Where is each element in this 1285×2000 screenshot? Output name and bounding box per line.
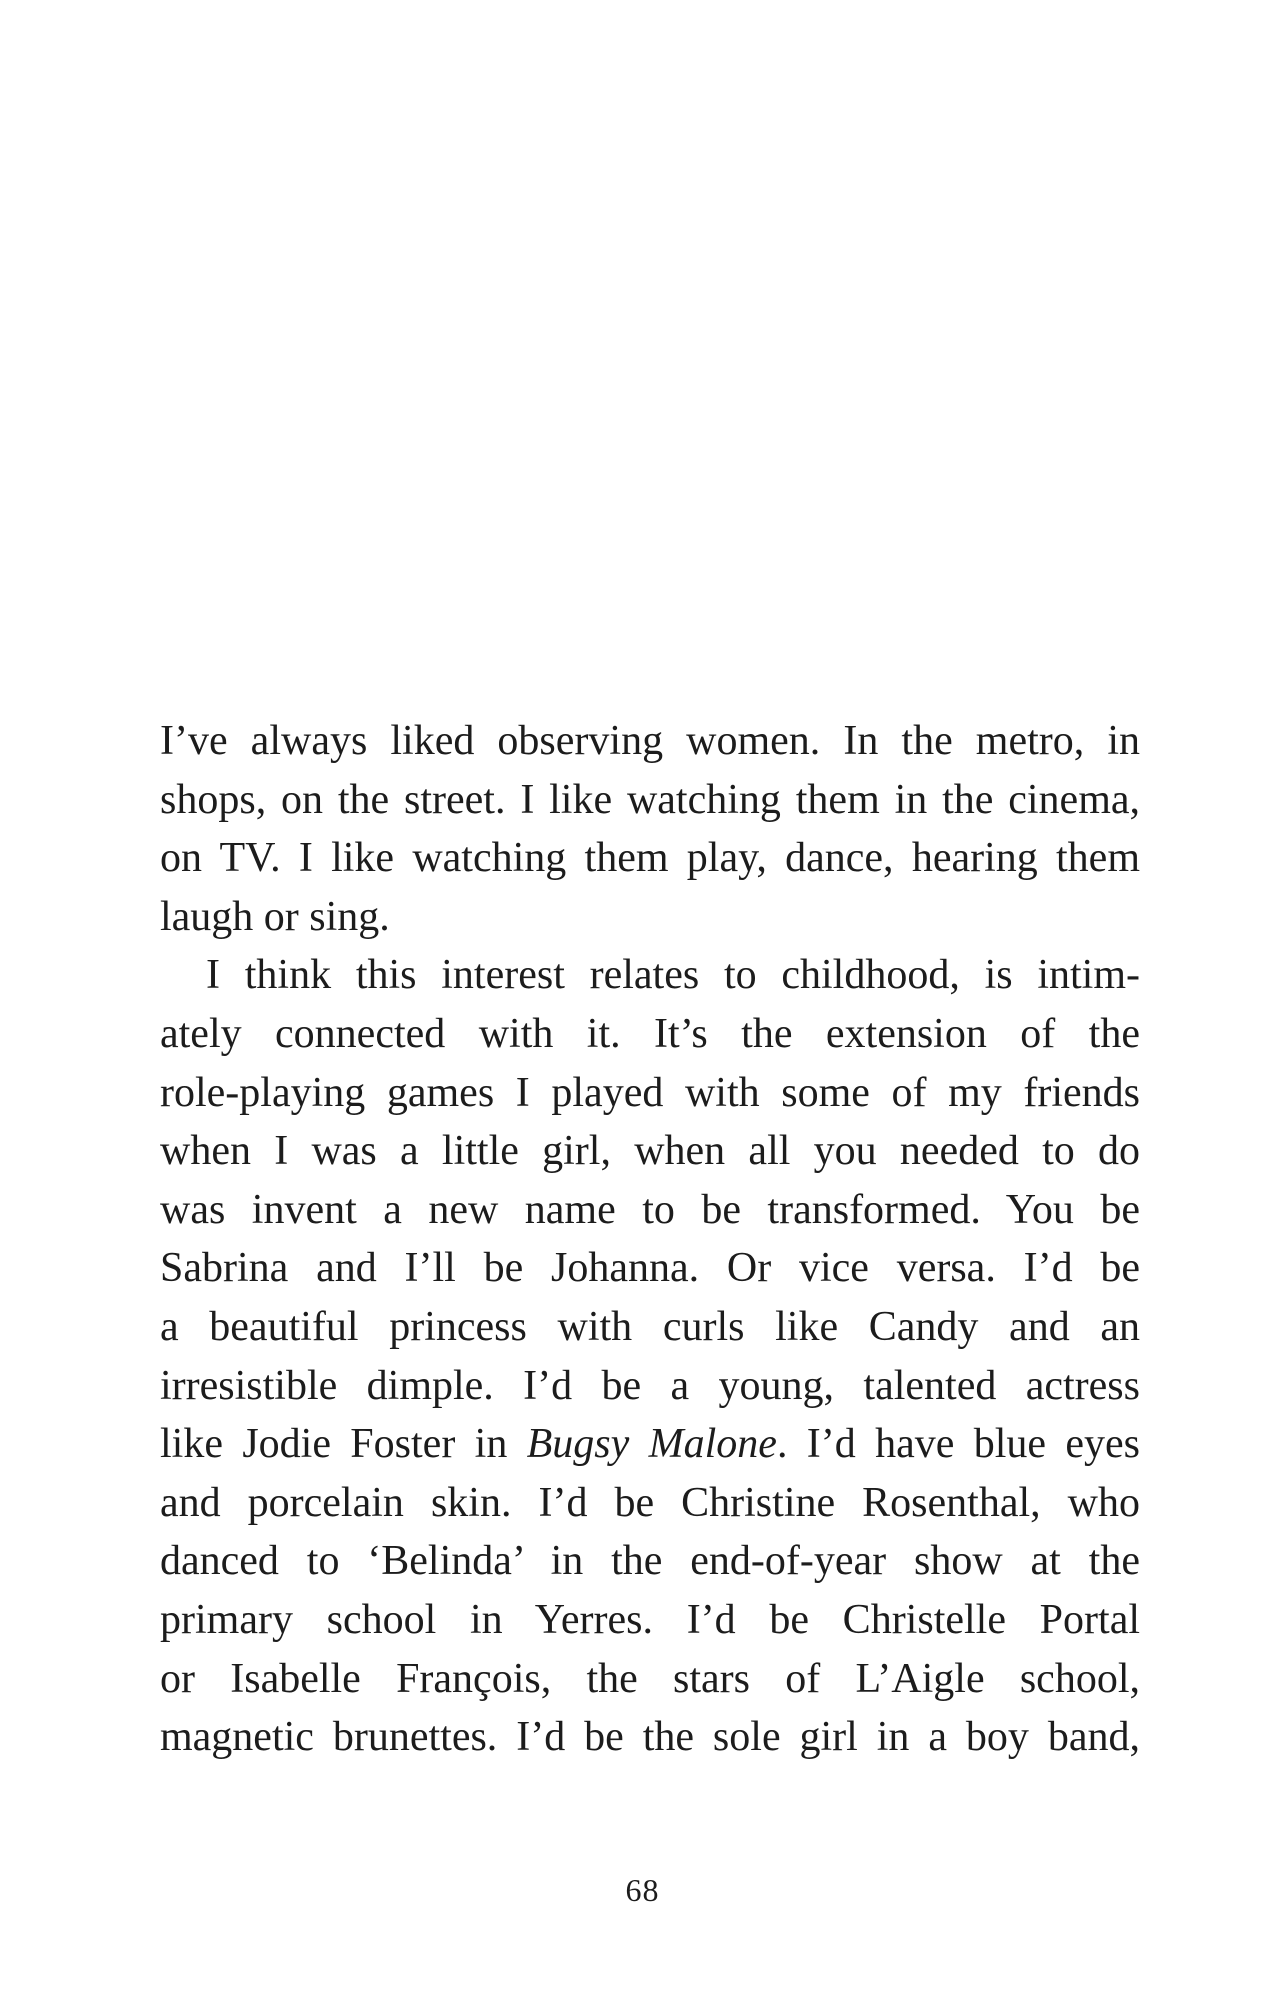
- text-line: I’ve always liked observing women. In the metro, in: [160, 718, 1140, 764]
- body-text: [160, 712, 1140, 1767]
- text-line: magnetic brunettes. I’d be the sole girl in a boy band,: [160, 1714, 1140, 1761]
- film-title: Bugsy Malone: [526, 1421, 777, 1468]
- text-line: I think this interest relates to childhood, is intim-: [206, 952, 1140, 999]
- text-line: was invent a new name to be transformed. You be: [160, 1186, 1140, 1233]
- text-line: and porcelain skin. I’d be Christine Rosenthal, who: [160, 1479, 1140, 1526]
- text-line: [160, 1415, 1140, 1474]
- text-line: shops, on the street. I like watching them in the cinema,: [160, 776, 1140, 823]
- text-line: ately connected with it. It’s the extension of the: [160, 1010, 1140, 1057]
- text-run: . I’d have blue eyes: [776, 1421, 1140, 1468]
- text-line: or Isabelle François, the stars of L’Aigle school,: [160, 1655, 1140, 1702]
- text-line: a beautiful princess with curls like Candy and an: [160, 1303, 1140, 1350]
- page-number: 68: [625, 1872, 660, 1908]
- text-line: when I was a little girl, when all you needed to do: [160, 1128, 1140, 1175]
- text-line: irresistible dimple. I’d be a young, talented actress: [160, 1362, 1140, 1409]
- text-line: primary school in Yerres. I’d be Christelle Portal: [160, 1596, 1140, 1643]
- text-line: on TV. I like watching them play, dance, hearing them: [160, 835, 1140, 882]
- text-line: danced to ‘Belinda’ in the end-of-year show at the: [160, 1538, 1140, 1585]
- text-run: like Jodie Foster in: [160, 1421, 527, 1468]
- text-line: role-playing games I played with some of my friends: [160, 1069, 1140, 1116]
- text-line: Sabrina and I’ll be Johanna. Or vice versa. I’d be: [160, 1245, 1140, 1292]
- text-line: laugh or sing.: [160, 893, 390, 940]
